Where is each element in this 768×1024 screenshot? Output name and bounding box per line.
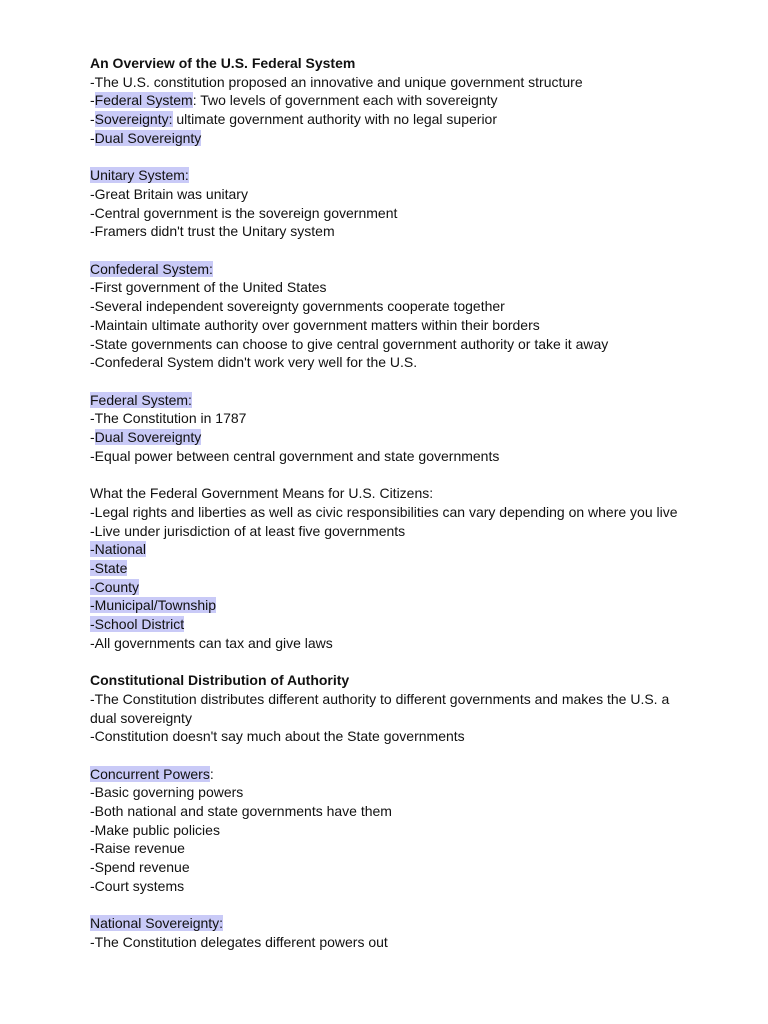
text-line [90,222,690,241]
text-line [90,821,690,840]
text-line [90,709,690,728]
text-segment: -The U.S. constitution proposed an innovative and unique government structure [90,73,583,90]
text-segment: -Constitution doesn't say much about the State governments [90,728,465,745]
text-line [90,278,690,297]
text-segment: -The Constitution distributes different authority to different governments and makes the U.S. a [90,690,670,707]
highlighted-text: Concurrent Powers [90,765,210,782]
text-line [90,578,690,597]
text-line [90,858,690,877]
text-line [90,503,690,522]
section-heading [90,54,690,73]
text-line [90,484,690,503]
highlighted-text: National Sovereignty: [90,915,224,932]
highlighted-text: -State [90,559,128,576]
blank-line [90,896,690,915]
text-segment: -Raise revenue [90,840,185,857]
highlighted-text: Unitary System: [90,167,189,184]
text-line [90,727,690,746]
text-segment: -All governments can tax and give laws [90,634,333,651]
text-line [90,802,690,821]
text-segment: -The Constitution in 1787 [90,410,247,427]
text-line [90,933,690,952]
text-line [90,391,690,410]
text-line [90,73,690,92]
text-line [90,540,690,559]
highlighted-text: Dual Sovereignty [94,429,202,446]
text-segment: -Equal power between central government and state governments [90,447,500,464]
highlighted-text: -National [90,541,147,558]
text-segment: : [209,765,214,782]
highlighted-text: Federal System: [90,391,192,408]
highlighted-text: Sovereignty: [94,111,173,128]
text-segment: -Framers didn't trust the Unitary system [90,223,335,240]
blank-line [90,746,690,765]
highlighted-text: Confederal System: [90,260,213,277]
blank-line [90,241,690,260]
text-segment: -First government of the United States [90,279,327,296]
blank-line [90,372,690,391]
text-segment: - [90,111,95,128]
text-line [90,260,690,279]
text-line [90,690,690,709]
text-line [90,409,690,428]
text-segment: -Basic governing powers [90,784,244,801]
text-line [90,316,690,335]
highlighted-text: Federal System [94,92,193,109]
text-line [90,615,690,634]
text-segment: -The Constitution delegates different powers out [90,933,388,950]
text-line [90,335,690,354]
text-segment: -Legal rights and liberties as well as civic responsibilities can vary depending on where you live [90,503,678,520]
highlighted-text: -Municipal/Township [90,597,217,614]
text-segment: dual sovereignty [90,709,192,726]
text-line [90,297,690,316]
text-segment: -Spend revenue [90,859,190,876]
highlighted-text: Dual Sovereignty [94,129,202,146]
text-line [90,353,690,372]
text-segment: -Several independent sovereignty governments cooperate together [90,298,505,315]
highlighted-text: -School District [90,616,185,633]
section-heading [90,671,690,690]
document-body [90,54,690,952]
highlighted-text: -County [90,578,140,595]
text-segment: - [90,129,95,146]
text-segment: -Great Britain was unitary [90,185,248,202]
text-line [90,166,690,185]
text-line [90,91,690,110]
text-line [90,185,690,204]
blank-line [90,465,690,484]
text-segment: Constitutional Distribution of Authority [90,672,350,689]
text-segment: - [90,429,95,446]
text-segment: An Overview of the U.S. Federal System [90,55,356,71]
text-segment: -Both national and state governments have them [90,803,392,820]
text-line [90,447,690,466]
text-line [90,110,690,129]
text-line [90,877,690,896]
text-segment: -Central government is the sovereign government [90,204,398,221]
text-segment: What the Federal Government Means for U.S. Citizens: [90,485,434,502]
blank-line [90,652,690,671]
text-segment: : Two levels of government each with sovereignty [192,92,498,109]
text-line [90,204,690,223]
text-segment: -Court systems [90,877,185,894]
text-segment: -Make public policies [90,821,220,838]
text-segment: - [90,92,95,109]
text-segment: -State governments can choose to give central government authority or take it away [90,335,609,352]
text-line [90,783,690,802]
text-line [90,129,690,148]
text-line [90,914,690,933]
text-line [90,765,690,784]
text-segment: -Live under jurisdiction of at least five governments [90,522,406,539]
text-line [90,522,690,541]
text-segment: -Confederal System didn't work very well for the U.S. [90,354,418,371]
text-line [90,559,690,578]
text-segment: -Maintain ultimate authority over government matters within their borders [90,316,540,333]
blank-line [90,148,690,167]
text-line [90,839,690,858]
text-line [90,634,690,653]
text-segment: ultimate government authority with no legal superior [172,111,498,128]
text-line [90,428,690,447]
text-line [90,596,690,615]
